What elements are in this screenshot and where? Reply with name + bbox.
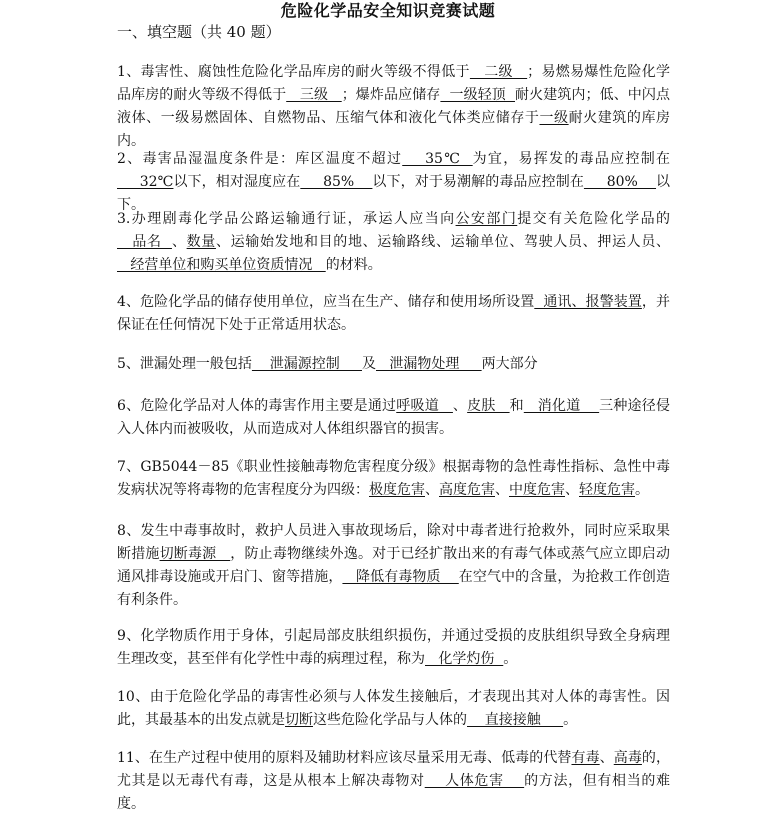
question-text: 、: [599, 750, 614, 766]
question-10: [117, 686, 670, 732]
question-text: ，并保证在任何情况下处于正常适用状态。: [117, 294, 671, 333]
question-text: 以下，对于易潮解的毒品应控制在: [372, 174, 584, 190]
question-text: 。: [563, 712, 578, 728]
answer-blank: 消化道: [523, 398, 600, 414]
answer-blank: 人体危害: [424, 773, 525, 789]
question-11: [117, 747, 670, 816]
answer-blank: 皮肤: [467, 398, 510, 414]
answer-blank: 32℃: [117, 174, 174, 190]
question-text: 提交有关危险化学品的: [517, 211, 671, 227]
question-text: 2、毒害品湿温度条件是：库区温度不超过: [117, 151, 403, 167]
answer-blank: 极度危害: [369, 482, 425, 498]
answer-blank: 泄漏物处理: [375, 356, 482, 372]
question-text: 为宜，易挥发的毒品应控制在: [472, 151, 671, 167]
answer-blank: 高度危害: [439, 482, 495, 498]
answer-blank: 一级轻顶: [440, 87, 516, 103]
answer-blank: 三级: [286, 87, 342, 103]
question-text: 。: [503, 651, 518, 667]
question-text: 的方法，但有相当的难度。: [117, 773, 671, 812]
answer-blank: 通讯、报警装置: [534, 294, 642, 310]
question-text: 9、化学物质作用于身体，引起局部皮肤组织损伤，并通过受损的皮肤组织导致全身病理生理改变，甚至伴有化学性中毒的病理过程，称为: [117, 628, 670, 667]
question-text: 这些危险化学品与人体的: [313, 712, 467, 728]
question-3: [117, 208, 670, 277]
question-text: 、: [452, 398, 468, 414]
question-text: 4、危险化学品的储存使用单位，应当在生产、储存和使用场所设置: [117, 294, 535, 310]
answer-blank: 泄漏源控制: [251, 356, 362, 372]
question-text: 以下。: [117, 174, 671, 213]
answer-blank: 轻度危害: [579, 482, 635, 498]
question-text: ；易燃易爆性危险化学品库房的耐火等级不得低于: [117, 64, 671, 103]
answer-blank: 公安部门: [455, 211, 518, 227]
answer-blank: 降低有毒物质: [342, 569, 459, 585]
answer-blank: 二级: [469, 64, 528, 80]
question-text: 7、GB5044－85《职业性接触毒物危害程度分级》根据毒物的急性毒性指标、急性中毒发病状况等将毒物的危害程度分为四级：: [117, 459, 670, 498]
question-text: 6、危险化学品对人体的毒害作用主要是通过: [117, 398, 397, 414]
section-heading: 一、填空题（共 40 题）: [117, 23, 281, 41]
question-text: 、: [495, 482, 509, 498]
question-text: 1、毒害性、腐蚀性危险化学品库房的耐火等级不得低于: [117, 64, 470, 80]
question-text: 三种途径侵入人体内而被吸收，从而造成对人体组织器官的损害。: [117, 398, 670, 437]
question-text: 11、在生产过程中使用的原料及辅助材料应该尽量采用无毒、低毒的代替: [117, 750, 572, 766]
question-text: 的，尤其是以无毒代有毒，这是从根本上解决毒物对: [117, 750, 671, 789]
question-text: 、运输始发地和目的地、运输路线、运输单位、驾驶人员、押运人员、: [215, 234, 671, 250]
answer-blank: 一级: [539, 110, 569, 126]
question-text: 、: [565, 482, 579, 498]
question-text: 耐火建筑内；低、中闪点液体、一级易燃固体、自燃物品、压缩气体和液化气体类应储存于: [117, 87, 671, 126]
answer-blank: 85%: [300, 174, 373, 190]
answer-blank: 35℃: [402, 151, 473, 167]
answer-blank: 直接接触: [467, 712, 564, 728]
question-text: 耐火建筑的库房内。: [117, 110, 671, 149]
answer-blank: 数量: [186, 234, 216, 250]
question-8: [117, 520, 670, 612]
question-9: [117, 625, 670, 671]
question-text: 5、泄漏处理一般包括: [117, 356, 252, 372]
question-4: [117, 291, 670, 337]
question-text: 及: [361, 356, 376, 372]
question-text: 两大部分: [481, 356, 538, 372]
answer-blank: 经营单位和购买单位资质情况: [117, 257, 326, 273]
answer-blank: 80%: [583, 174, 657, 190]
answer-blank: 切断毒源: [159, 546, 231, 562]
question-text: 和: [509, 398, 524, 414]
question-text: 、: [171, 234, 187, 250]
question-text: 10、由于危险化学品的毒害性必须与人体发生接触后，才表现出其对人体的毒害性。因此，其最基本的出发点就是: [117, 689, 670, 728]
answer-blank: 高毒: [613, 750, 642, 766]
question-6: [117, 395, 670, 441]
question-text: ，防止毒物继续外逸。对于已经扩散出来的有毒气体或蒸气应立即启动通风排毒设施或开启门、窗等措施，: [117, 546, 670, 585]
answer-blank: 化学灼伤: [425, 651, 504, 667]
answer-blank: 切断: [285, 712, 313, 728]
question-text: 、: [425, 482, 439, 498]
question-text: 的材料。: [325, 257, 382, 273]
question-text: 。: [635, 482, 649, 498]
question-text: 3.办理剧毒化学品公路运输通行证，承运人应当向: [117, 211, 456, 227]
question-text: ；爆炸品应储存: [341, 87, 441, 103]
answer-blank: 呼吸道: [396, 398, 453, 414]
question-7: [117, 456, 670, 502]
question-text: 在空气中的含量，为抢救工作创造有利条件。: [117, 569, 671, 608]
answer-blank: 品名: [117, 234, 172, 250]
answer-blank: 有毒: [571, 750, 600, 766]
question-text: 以下，相对湿度应在: [173, 174, 301, 190]
question-5: [117, 353, 670, 376]
answer-blank: 中度危害: [509, 482, 565, 498]
question-1: [117, 61, 670, 153]
page-title: 危险化学品安全知识竞赛试题: [280, 1, 496, 20]
question-2: [117, 148, 670, 217]
question-text: 8、发生中毒事故时，救护人员进入事故现场后，除对中毒者进行抢救外，同时应采取果断措施: [117, 523, 670, 562]
